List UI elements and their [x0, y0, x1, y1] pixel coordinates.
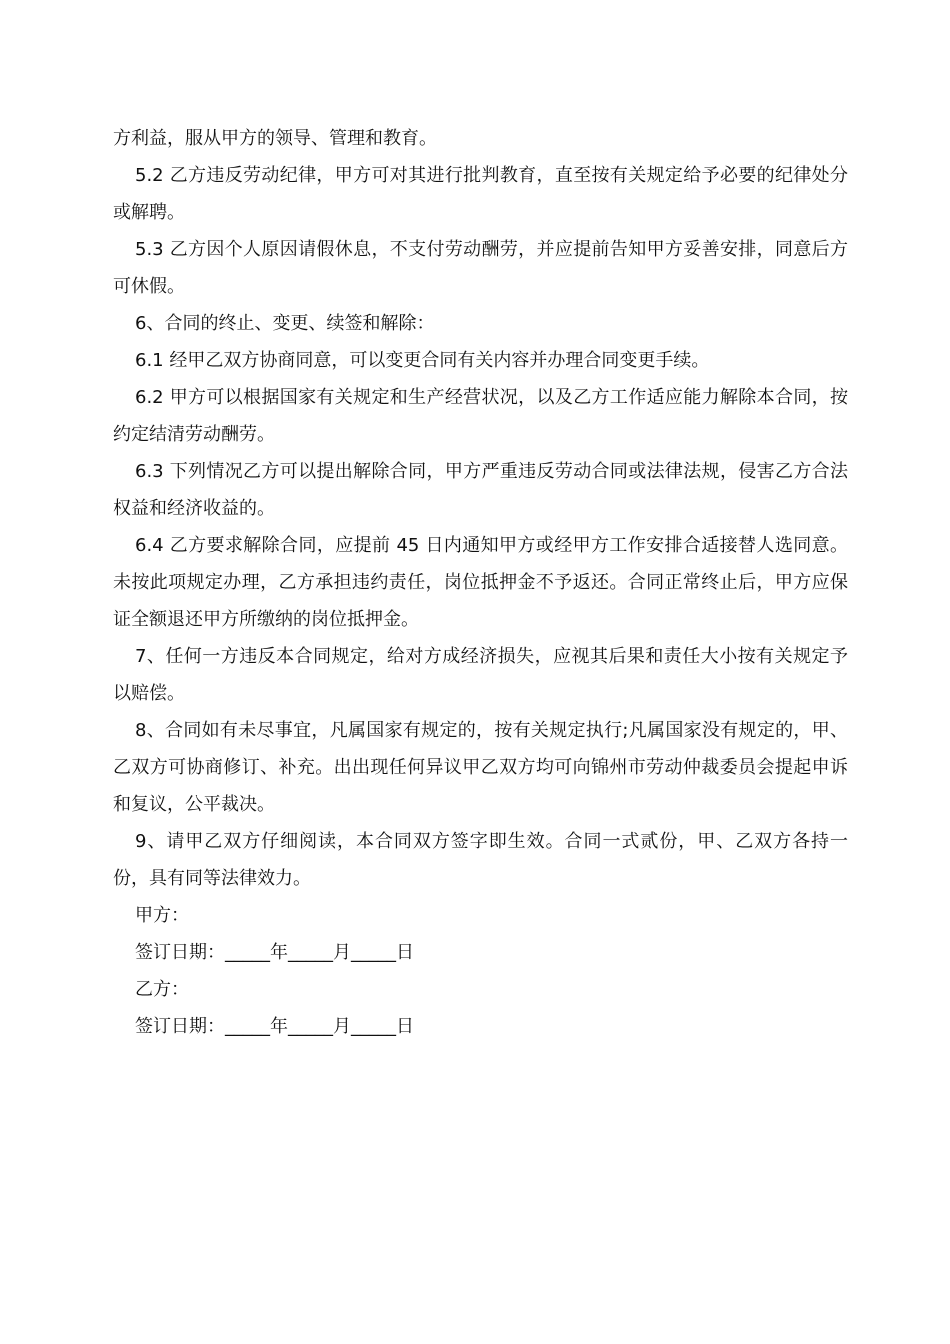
paragraph-5-2: 5.2 乙方违反劳动纪律，甲方可对其进行批判教育，直至按有关规定给予必要的纪律处分或解聘。 — [113, 165, 848, 223]
paragraph-6-4: 6.4 乙方要求解除合同，应提前 45 日内通知甲方或经甲方工作安排合适接替人选同意。未按此项规定办理，乙方承担违约责任，岗位抵押金不予返还。合同正常终止后，甲方应保证全额退还甲方所缴纳的岗位抵押金。 — [113, 535, 848, 630]
paragraph-6-heading: 6、合同的终止、变更、续签和解除： — [135, 313, 435, 334]
party-a-label: 甲方： — [135, 905, 189, 926]
paragraph-8: 8、合同如有未尽事宜，凡属国家有规定的，按有关规定执行;凡属国家没有规定的，甲、乙双方可协商修订、补充。出出现任何异议甲乙双方均可向锦州市劳动仲裁委员会提起申诉和复议，公平裁决。 — [113, 720, 848, 815]
paragraph-6-1: 6.1 经甲乙双方协商同意，可以变更合同有关内容并办理合同变更手续。 — [135, 350, 710, 371]
party-a-sign-date: 签订日期：_____年_____月_____日 — [135, 942, 414, 963]
paragraph-6-3: 6.3 下列情况乙方可以提出解除合同，甲方严重违反劳动合同或法律法规，侵害乙方合法权益和经济收益的。 — [113, 461, 848, 519]
party-b-sign-date: 签订日期：_____年_____月_____日 — [135, 1016, 414, 1037]
paragraph-9: 9、请甲乙双方仔细阅读，本合同双方签字即生效。合同一式贰份，甲、乙双方各持一份，具有同等法律效力。 — [113, 831, 848, 889]
document-body — [113, 120, 848, 1045]
paragraph-continuation: 方利益，服从甲方的领导、管理和教育。 — [113, 128, 437, 149]
paragraph-7: 7、任何一方违反本合同规定，给对方成经济损失，应视其后果和责任大小按有关规定予以赔偿。 — [113, 646, 848, 704]
paragraph-6-2: 6.2 甲方可以根据国家有关规定和生产经营状况，以及乙方工作适应能力解除本合同，按约定结清劳动酬劳。 — [113, 387, 848, 445]
paragraph-5-3: 5.3 乙方因个人原因请假休息，不支付劳动酬劳，并应提前告知甲方妥善安排，同意后方可休假。 — [113, 239, 848, 297]
party-b-label: 乙方： — [135, 979, 189, 1000]
